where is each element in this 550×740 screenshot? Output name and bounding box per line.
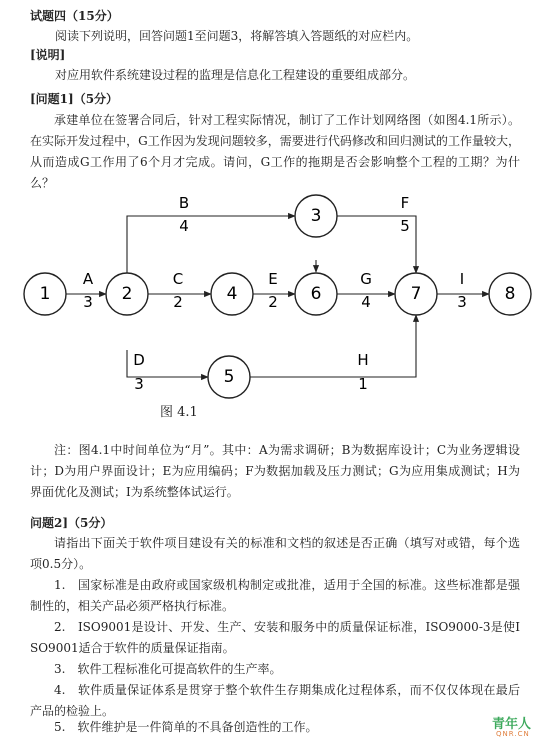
question2-header: 问题2]（5分） — [30, 516, 113, 530]
activity-duration-b: 4 — [179, 217, 189, 235]
activity-arrow-b — [127, 216, 295, 273]
question2-intro: 请指出下面关于软件项目建设有关的标准和文档的叙述是否正确（填写对或错，每个选项0.5分）。 — [30, 536, 520, 571]
network-node-8 — [489, 273, 531, 315]
activity-arrow-h — [250, 315, 416, 377]
network-node-1 — [24, 273, 66, 315]
activity-name-i: I — [459, 270, 465, 288]
activity-name-g: G — [360, 270, 372, 288]
watermark-logo: 青年人 — [492, 717, 532, 732]
network-node-3 — [295, 195, 337, 237]
watermark-site: QNR.CN — [496, 730, 530, 738]
activity-duration-g: 4 — [361, 293, 371, 311]
network-node-label: 8 — [504, 284, 516, 304]
exam-instruction: 阅读下列说明，回答问题1至问题3，将解答填入答题纸的对应栏内。 — [55, 29, 419, 43]
activity-duration-e: 2 — [268, 293, 278, 311]
activity-name-e: E — [268, 270, 278, 288]
activity-name-b: B — [178, 194, 190, 212]
activity-name-a: A — [82, 270, 94, 288]
network-node-2 — [106, 273, 148, 315]
activity-duration-h: 1 — [358, 375, 368, 393]
network-node-label: 4 — [226, 284, 238, 304]
exam-title: 试题四（15分） — [30, 9, 119, 23]
activity-duration-c: 2 — [173, 293, 183, 311]
question1-header: [问题1]（5分） — [30, 92, 119, 106]
activity-name-f: F — [400, 194, 410, 212]
network-diagram — [0, 190, 550, 420]
network-node-label: 7 — [410, 284, 422, 304]
activity-duration-f: 5 — [400, 217, 410, 235]
question2-item-4: 4. 软件质量保证体系是贯穿于整个软件生存期集成化过程体系，而不仅仅体现在最后产品的检验上。 — [30, 683, 520, 718]
network-node-label: 5 — [223, 367, 235, 387]
activity-name-c: C — [172, 270, 184, 288]
network-node-label: 3 — [310, 206, 322, 226]
network-node-4 — [211, 273, 253, 315]
network-node-5 — [208, 356, 250, 398]
network-node-label: 2 — [121, 284, 133, 304]
question2-item-1: 1. 国家标准是由政府或国家级机构制定或批准，适用于全国的标准。这些标准都是强制性的，相关产品必须严格执行标准。 — [30, 578, 520, 613]
explanation-header: [说明] — [30, 48, 66, 62]
activity-name-h: H — [357, 351, 369, 369]
question2-item-3: 3. 软件工程标准化可提高软件的生产率。 — [54, 662, 282, 676]
question1-body: 承建单位在签署合同后，针对工程实际情况，制订了工作计划网络图（如图4.1所示）。在实际开发过程中，G工作因为发现问题较多，需要进行代码修改和回归测试的工作量较大，从而造成G工作用了6个月才完成。请问，G工作的拖期是否会影响整个工程的工期？为什么？ — [30, 113, 520, 190]
question2-item-5: 5. 软件维护是一件简单的不具备创造性的工作。 — [54, 720, 318, 734]
network-node-label: 6 — [310, 284, 322, 304]
question2-item-2: 2. ISO9001是设计、开发、生产、安装和服务中的质量保证标准，ISO9000-3是使ISO9001适合于软件的质量保证指南。 — [30, 620, 520, 655]
activity-duration-i: 3 — [457, 293, 467, 311]
explanation-text: 对应用软件系统建设过程的监理是信息化工程建设的重要组成部分。 — [55, 68, 416, 82]
network-node-7 — [395, 273, 437, 315]
network-node-6 — [295, 273, 337, 315]
figure-note: 注：图4.1中时间单位为“月”。其中：A为需求调研；B为数据库设计；C为业务逻辑设计；D为用户界面设计；E为应用编码；F为数据加载及压力测试；G为应用集成测试；H为界面优化及测试；I为系统整体试运行。 — [30, 443, 520, 499]
figure-caption: 图 4.1 — [160, 405, 198, 420]
activity-duration-d: 3 — [134, 375, 144, 393]
activity-duration-a: 3 — [83, 293, 93, 311]
activity-name-d: D — [133, 351, 145, 369]
network-node-label: 1 — [39, 284, 51, 304]
